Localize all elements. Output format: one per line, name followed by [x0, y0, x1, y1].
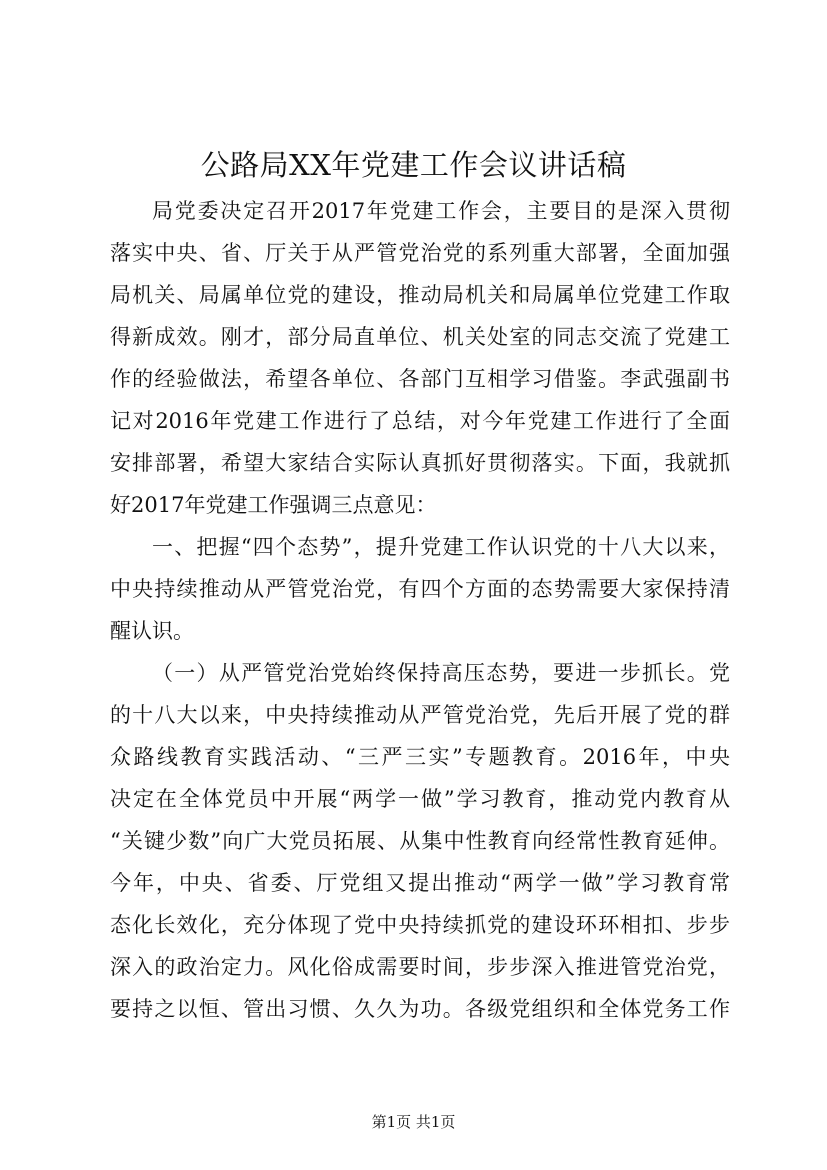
paragraph-2-line-1: 一、把握“四个态势”，提升党建工作认识党的十八大以来，: [152, 535, 730, 559]
paragraph-1-line-8: 好2017年党建工作强调三点意见：: [110, 493, 437, 517]
paragraph-2-line-2: 中央持续推动从严管党治党，有四个方面的态势需要大家保持清: [110, 577, 730, 601]
paragraph-1-line-7: 安排部署，希望大家结合实际认真抓好贯彻落实。下面，我就抓: [110, 451, 730, 475]
paragraph-1-line-3: 局机关、局属单位党的建设，推动局机关和局属单位党建工作取: [110, 283, 730, 307]
paragraph-1-line-1: 局党委决定召开2017年党建工作会，主要目的是深入贯彻: [152, 199, 730, 223]
paragraph-3-line-4: 决定在全体党员中开展“两学一做”学习教育，推动党内教育从: [110, 787, 730, 811]
paragraph-3-line-2: 的十八大以来，中央持续推动从严管党治党，先后开展了党的群: [110, 703, 730, 727]
paragraph-3-line-6: 今年，中央、省委、厅党组又提出推动“两学一做”学习教育常: [110, 871, 730, 895]
paragraph-3-line-3: 众路线教育实践活动、“三严三实”专题教育。2016年，中央: [110, 745, 730, 769]
paragraph-3-line-9: 要持之以恒、管出习惯、久久为功。各级党组织和全体党务工作: [110, 997, 730, 1021]
paragraph-1-line-5: 作的经验做法，希望各单位、各部门互相学习借鉴。李武强副书: [110, 367, 730, 391]
paragraph-1-line-4: 得新成效。刚才，部分局直单位、机关处室的同志交流了党建工: [110, 325, 730, 349]
paragraph-3-line-8: 深入的政治定力。风化俗成需要时间，步步深入推进管党治党，: [110, 955, 730, 979]
paragraph-1-line-2: 落实中央、省、厅关于从严管党治党的系列重大部署，全面加强: [110, 241, 730, 265]
paragraph-3-line-1: （一）从严管党治党始终保持高压态势，要进一步抓长。党: [152, 661, 730, 685]
document-title: 公路局XX年党建工作会议讲话稿: [200, 148, 627, 182]
paragraph-3-line-7: 态化长效化，充分体现了党中央持续抓党的建设环环相扣、步步: [110, 913, 730, 937]
paragraph-2-line-3: 醒认识。: [110, 619, 194, 643]
paragraph-3-line-5: “关键少数”向广大党员拓展、从集中性教育向经常性教育延伸。: [110, 829, 730, 853]
paragraph-1-line-6: 记对2016年党建工作进行了总结，对今年党建工作进行了全面: [110, 409, 730, 433]
page-footer: 第1页 共1页: [371, 1113, 456, 1131]
